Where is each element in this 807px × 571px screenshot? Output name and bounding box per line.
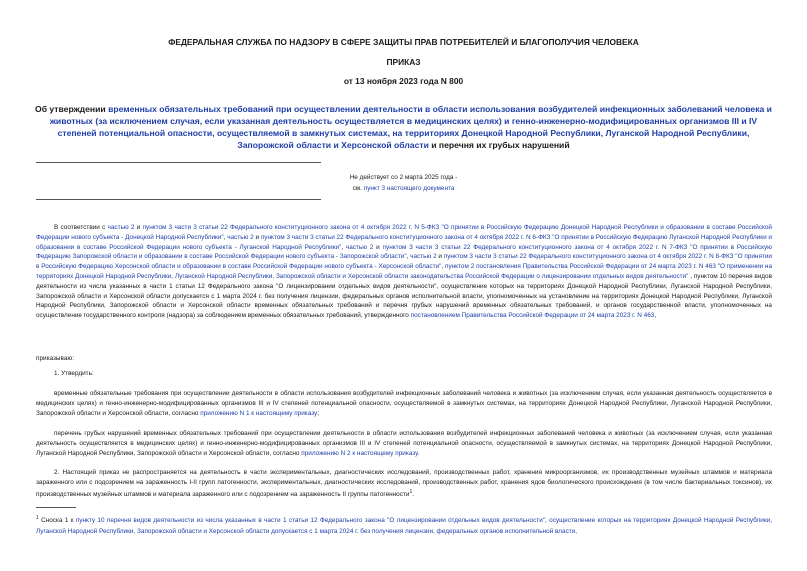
divider-top [36, 162, 321, 163]
title-suffix: и перечня их грубых нарушений [428, 140, 570, 150]
document-date: от 13 ноября 2023 года N 800 [343, 76, 464, 86]
orders-line: приказываю: [36, 355, 74, 362]
preamble-link[interactable]: пунктом 3 части 3 статьи 22 Федерального конституционного закона от 4 октября 2022 г. N 6-ФКЗ "О принятии в Российскую Федерацию Луганской Народной Республики и образовании в составе Российской Федерации нового субъекта - Луганской Народной Республики" [36, 233, 772, 251]
item-2: 2. Настоящий приказ не распространяется на деятельность в части экспериментальных, диагностических исследований, производственных работ, хранения микроорганизмов, их производственных музейных штаммов и материала зараженного или с подозрением на зараженность I-II групп патогенности, экспериментальных, диагностических исследований, производственных работ, хранения ядов биологического происхождения (в том числе бактериальных токсинов), их производственных музейных штаммов и материала зараженного или с подозрением на зараженность II группы патогенности$^1$. [36, 469, 772, 498]
title-link[interactable]: временных обязательных требований при осуществлении деятельности в области использования возбудителей инфекционных заболеваний человека и животных (за исключением случая, если указанная деятельность осуществляется в медицинских целях) и генно-инженерно-модифицированных организмов III и IV степеней потенциальной опасности, осуществляемой в замкнутых системах, на территориях Донецкой Народной Республики, Луганской Народной Республики, Запорожской области и Херсонской области [49, 104, 772, 150]
preamble-link[interactable]: пунктом 3 части 3 статьи 22 Федерального конституционного закона от 4 октября 2022 г. N 7-ФКЗ "О принятии в Российскую Федерацию Запорожской области и образовании в составе Российской Федерации нового субъекта - Запорожской области" [36, 243, 772, 261]
document-type: ПРИКАЗ [386, 57, 421, 67]
preamble-link[interactable]: пунктом 3 части 3 статьи 22 Федерального конституционного закона от 4 октября 2022 г. N 8-ФКЗ "О принятии в Российскую Федерацию Херсонской области и образовании в составе Российской Федерации нового субъекта - Херсонской области" [36, 253, 772, 271]
footnote-divider [36, 507, 76, 508]
appendix-1-link[interactable]: приложению N 1 к настоящему приказу [200, 409, 318, 417]
requirements-paragraph: временные обязательные требования при осуществлении деятельности в области использования возбудителей инфекционных заболеваний человека и животных (за исключением случая, если указанная деятельность осуществляется в медицинских целях) и генно-инженерно-модифицированных организмов III и IV степеней потенциальной опасности, осуществляемой в замкнутых системах, на территориях Донецкой Народной Республики, Луганской Народной Республики, Запорожской области и Херсонской области, согласно приложению N 1 к настоящему приказу; [36, 390, 772, 417]
preamble-link[interactable]: пунктом 3 части 3 статьи 22 Федерального конституционного закона от 4 октября 2022 г. N 5-ФКЗ "О принятии в Российскую Федерацию Донецкой Народной Республики и образовании в составе Российской Федерации нового субъекта - Донецкой Народной Республики" [36, 224, 773, 241]
title-prefix: Об утверждении [35, 104, 109, 114]
preamble-link[interactable]: частью 2 [227, 233, 254, 241]
preamble-link[interactable]: частью 2 [345, 243, 374, 251]
issuing-agency: ФЕДЕРАЛЬНАЯ СЛУЖБА ПО НАДЗОРУ В СФЕРЕ ЗАЩИТЫ ПРАВ ПОТРЕБИТЕЛЕЙ И БЛАГОПОЛУЧИЯ ЧЕЛОВЕКА [168, 37, 639, 47]
preamble-link[interactable]: частью 2 [107, 224, 135, 231]
violations-list-paragraph: перечень грубых нарушений временных обязательных требований при осуществлении деятельности в области использования возбудителей инфекционных заболеваний человека и животных (за исключением случая, если указанная деятельность осуществляется в медицинских целях) и генно-инженерно-модифицированных организмов III и IV степеней потенциальной опасности, осуществляемой в замкнутых системах, на территориях Донецкой Народной Республики, Луганской Народной Республики, Запорожской области и Херсонской области, согласно приложению N 2 к настоящему приказу. [36, 430, 772, 457]
footnote-ref[interactable]: 1 [409, 488, 413, 495]
status-line-2: см. пункт 3 настоящего документа [352, 185, 455, 192]
status-line-1: Не действует со 2 марта 2025 года - [349, 174, 458, 181]
preamble-link[interactable]: частью 2 [410, 253, 437, 261]
appendix-2-link[interactable]: приложению N 2 к настоящему приказу [301, 449, 418, 457]
divider-status [36, 199, 321, 200]
status-note [0, 172, 807, 194]
preamble-link[interactable]: постановлением Правительства Российской Федерации от 24 марта 2023 г. N 463 [410, 312, 655, 320]
footnote-link[interactable]: пункту 10 перечня видов деятельности из числа указанных в части 1 статьи 12 Федерального закона "О лицензировании отдельных видов деятельности", осуществление которых на территориях Донецкой Народной Республики, Луганской Народной Республики, Запорожской области и Херсонской области допускается с 1 марта 2024 г. без получения лицензии, федеральных органов исполнительной власти, [36, 517, 772, 535]
item-1: 1. Утвердить: [54, 370, 94, 377]
footnote-mark: 1 [36, 515, 39, 521]
document-title [30, 103, 777, 151]
status-link[interactable]: пункт 3 настоящего документа [363, 185, 455, 192]
preamble-paragraph: В соответствии с частью 2 и пунктом 3 части 3 статьи 22 Федерального конституционного закона от 4 октября 2022 г. N 5-ФКЗ "О принятии в Российскую Федерацию Донецкой Народной Республики и образовании в составе Российской Федерации нового субъекта - Донецкой Народной Республики", частью 2 и пунктом 3 части 3 статьи 22 Федерального конституционного закона от 4 октября 2022 г. N 6-ФКЗ "О принятии в Российскую Федерацию Луганской Народной Республики и образовании в составе Российской Федерации нового субъекта - Луганской Народной Республики", частью 2 и пунктом 3 части 3 статьи 22 Федерального конституционного закона от 4 октября 2022 г. N 7-ФКЗ "О принятии в Российскую Федерацию Запорожской области и образовании в составе Российской Федерации нового субъекта - Запорожской области", частью 2 и пунктом 3 части 3 статьи 22 Федерального конституционного закона от 4 октября 2022 г. N 8-ФКЗ "О принятии в Российскую Федерацию Херсонской области и образовании в составе Российской Федерации нового субъекта - Херсонской области", пунктом 2 постановления Правительства Российской Федерации от 24 марта 2023 г. N 463 "О применении на территориях Донецкой Народной Республики, Луганской Народной Республики, Запорожской области и Херсонской области законодательства Российской Федерации о лицензировании отдельных видов деятельности" , пунктом 10 перечня видов деятельности из числа указанных в части 1 статьи 12 Федерального закона "О лицензировании отдельных видов деятельности", осуществление которых на территориях Донецкой Народной Республики, Луганской Народной Республики, Запорожской области и Херсонской области допускается с 1 марта 2024 г. без получения лицензии, федеральных органов исполнительной власти, уполномоченных на установление на территориях Донецкой Народной Республики, Луганской Народной Республики, Запорожской области и Херсонской области временных обязательных требований и перечня грубых нарушений временных обязательных требований, и органов государственной власти, уполномоченных на осуществление государственного контроля (надзора) за соблюдением временных обязательных требований, утвержденного постановлением Правительства Российской Федерации от 24 марта 2023 г. N 463, [36, 224, 773, 320]
footnote: $^1$ Сноска 1 к пункту 10 перечня видов деятельности из числа указанных в части 1 статьи 12 Федерального закона "О лицензировании отдельных видов деятельности", осуществление которых на территориях Донецкой Народной Республики, Луганской Народной Республики, Запорожской области и Херсонской области допускается с 1 марта 2024 г. без получения лицензии, федеральных органов исполнительной власти, [36, 515, 772, 535]
preamble-link[interactable]: пунктом 2 постановления Правительства Российской Федерации от 24 марта 2023 г. N 463 "О применении на территориях Донецкой Народной Республики, Луганской Народной Республики, Запорожской области и Херсонской области законодательства Российской Федерации о лицензировании отдельных видов деятельности" [36, 263, 773, 280]
